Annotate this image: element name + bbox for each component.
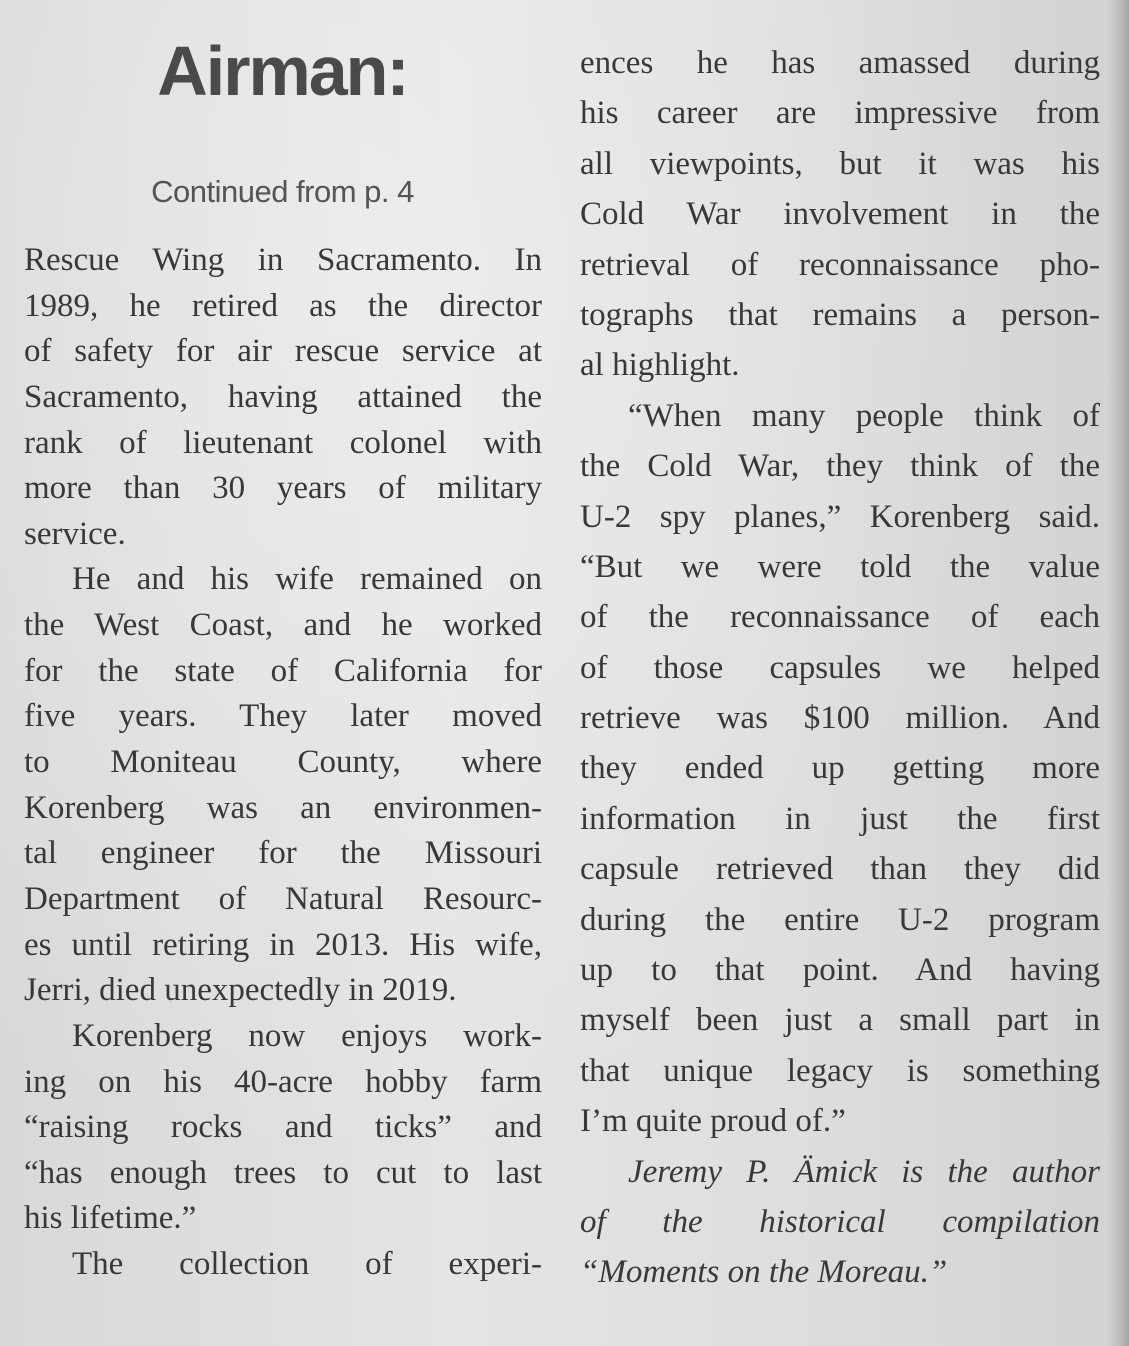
right-column-line: his career are impressive from xyxy=(580,95,1100,132)
right-column-line: “But we were told the value xyxy=(580,548,1100,585)
right-column-line: “Moments on the Moreau.” xyxy=(580,1254,948,1291)
right-column-line: of the historical compilation xyxy=(580,1203,1100,1240)
right-column-line: of the reconnaissance of each xyxy=(580,599,1100,636)
left-column-line: five years. They later moved xyxy=(24,698,542,735)
left-column-line: tal engineer for the Missouri xyxy=(24,835,542,872)
left-column-line: Jerri, died unexpectedly in 2019. xyxy=(24,972,457,1009)
left-column-line: of safety for air rescue service at xyxy=(24,333,542,370)
left-column-line: to Moniteau County, where xyxy=(24,744,542,781)
left-column-line: Sacramento, having attained the xyxy=(24,378,542,415)
article-column-left xyxy=(24,238,542,1288)
left-column-line: ing on his 40-acre hobby farm xyxy=(24,1063,542,1100)
right-column-line: al highlight. xyxy=(580,347,740,384)
right-column-line: that unique legacy is something xyxy=(580,1052,1100,1089)
left-column-line: He and his wife remained on xyxy=(72,561,542,598)
left-column-line: Korenberg was an environmen- xyxy=(24,789,542,826)
left-column-line: Korenberg now enjoys work- xyxy=(72,1017,542,1054)
right-column-line: I’m quite proud of.” xyxy=(580,1103,846,1140)
left-column-line: rank of lieutenant colonel with xyxy=(24,424,542,461)
left-column-line: for the state of California for xyxy=(24,652,542,689)
right-column-line: ences he has amassed during xyxy=(580,45,1100,81)
left-column-line: his lifetime.” xyxy=(24,1200,197,1237)
right-column-line: “When many people think of xyxy=(628,397,1100,434)
headline: Airman: xyxy=(157,32,408,110)
right-column-line: myself been just a small part in xyxy=(580,1002,1100,1039)
left-column-line: es until retiring in 2013. His wife, xyxy=(24,926,542,963)
right-column-line: information in just the first xyxy=(580,800,1100,837)
right-column-line: during the entire U-2 program xyxy=(580,901,1100,938)
left-column-line: “raising rocks and ticks” and xyxy=(24,1109,542,1146)
left-column-line: Department of Natural Resourc- xyxy=(24,880,542,917)
left-column-line: the West Coast, and he worked xyxy=(24,607,542,644)
left-column-line: The collection of experi- xyxy=(72,1246,542,1283)
right-column-line: retrieve was $100 million. And xyxy=(580,700,1100,737)
continuation-line: Continued from p. 4 xyxy=(151,174,414,209)
right-column-line: the Cold War, they think of the xyxy=(580,448,1100,485)
right-column-line: capsule retrieved than they did xyxy=(580,851,1100,888)
article-column-right xyxy=(580,38,1100,1298)
left-column-line: more than 30 years of military xyxy=(24,470,542,507)
right-column-line: they ended up getting more xyxy=(580,750,1100,787)
right-column-line: all viewpoints, but it was his xyxy=(580,145,1100,182)
page-edge-shadow xyxy=(1107,0,1129,1346)
left-column-line: service. xyxy=(24,515,126,552)
right-column-line: Jeremy P. Ämick is the author xyxy=(628,1153,1100,1190)
left-column-line: Rescue Wing in Sacramento. In xyxy=(24,242,542,278)
left-column-line: “has enough trees to cut to last xyxy=(24,1154,542,1191)
right-column-line: U-2 spy planes,” Korenberg said. xyxy=(580,498,1100,535)
right-column-line: retrieval of reconnaissance pho- xyxy=(580,246,1100,283)
left-column-line: 1989, he retired as the director xyxy=(24,287,542,324)
right-column-line: tographs that remains a person- xyxy=(580,296,1100,333)
right-column-line: of those capsules we helped xyxy=(580,649,1100,686)
right-column-line: Cold War involvement in the xyxy=(580,196,1100,233)
right-column-line: up to that point. And having xyxy=(580,952,1100,989)
